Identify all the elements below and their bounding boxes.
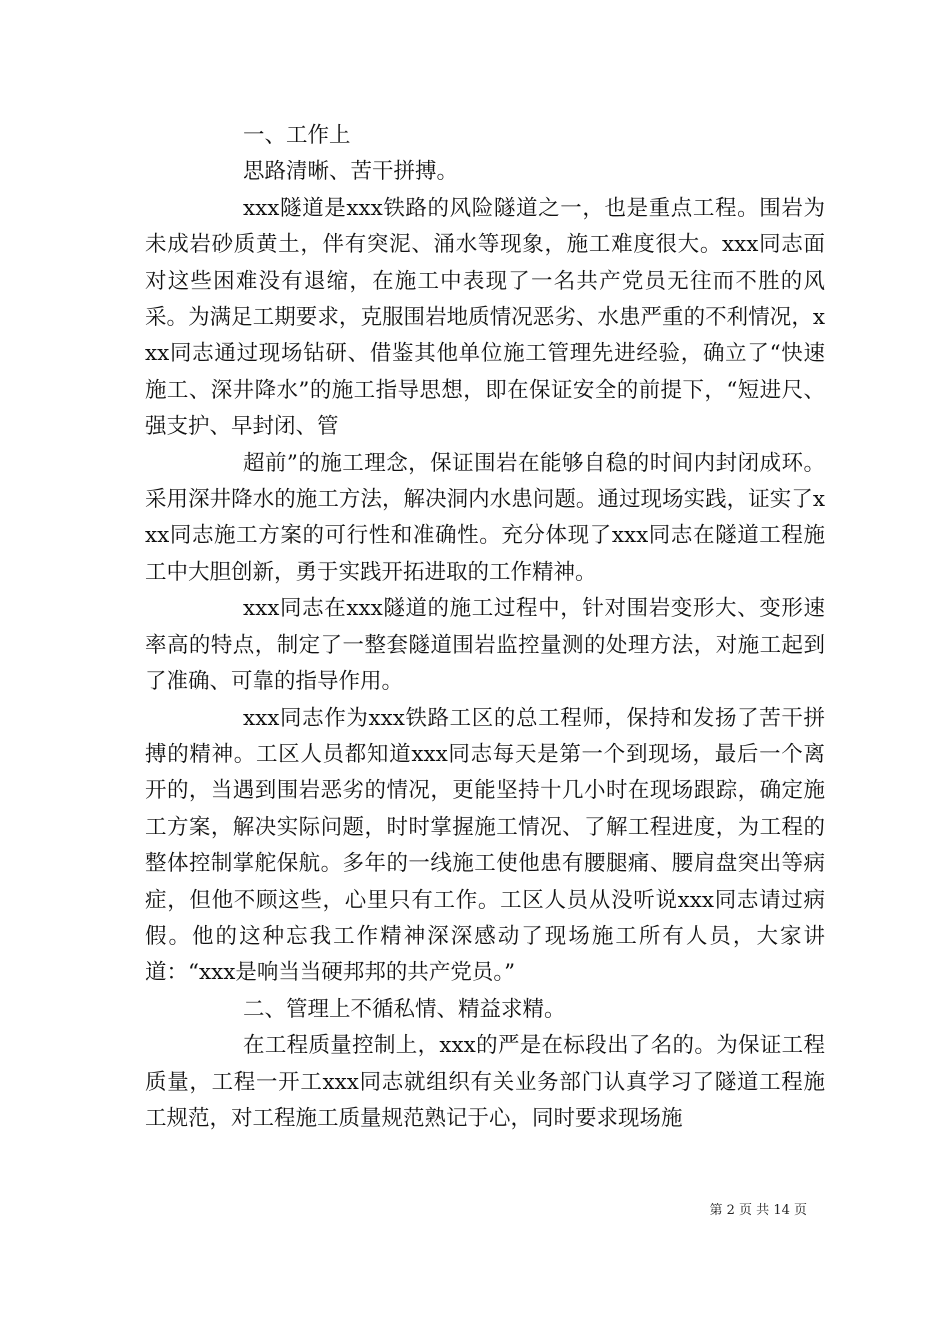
paragraph-monitoring-method: xxx同志在xxx隧道的施工过程中，针对围岩变形大、变形速率高的特点，制定了一整套隧道围岩监控量测的处理方法，对施工起到了准确、可靠的指导作用。 xyxy=(145,596,825,695)
paragraph-construction-concept: 超前”的施工理念，保证围岩在能够自稳的时间内封闭成环。采用深井降水的施工方法，解决洞内水患问题。通过现场实践，证实了xxx同志施工方案的可行性和准确性。充分体现了xxx同志在隧道工程施工中大胆创新，勇于实践开拓进取的工作精神。 xyxy=(145,450,825,585)
document-body xyxy=(145,118,825,1137)
section-heading-management: 二、管理上不循私情、精益求精。 xyxy=(243,996,566,1022)
page-number: 第 2 页 共 14 页 xyxy=(709,1203,807,1218)
section-heading-work: 一、工作上 xyxy=(243,123,351,148)
paragraph-quality-control: 在工程质量控制上，xxx的严是在标段出了名的。为保证工程质量，工程一开工xxx同志就组织有关业务部门认真学习了隧道工程施工规范，对工程施工质量规范熟记于心，同时要求现场施 xyxy=(145,1033,825,1131)
paragraph-chief-engineer: xxx同志作为xxx铁路工区的总工程师，保持和发扬了苦干拼搏的精神。工区人员都知道xxx同志每天是第一个到现场，最后一个离开的，当遇到围岩恶劣的情况，更能坚持十几小时在现场跟踪，确定施工方案，解决实际问题，时时掌握施工情况、了解工程进度，为工程的整体控制掌舵保航。多年的一线施工使他患有腰腿痛、腰肩盘突出等病症，但他不顾这些，心里只有工作。工区人员从没听说xxx同志请过病假。他的这种忘我工作精神深深感动了现场施工所有人员，大家讲道：“xxx是响当当硬邦邦的共产党员。” xyxy=(145,705,825,986)
paragraph-tunnel-overview: xxx隧道是xxx铁路的风险隧道之一，也是重点工程。围岩为未成岩砂质黄土，伴有突泥、涌水等现象，施工难度很大。xxx同志面对这些困难没有退缩，在施工中表现了一名共产党员无往而不胜的风采。为满足工期要求，克服围岩地质情况恶劣、水患严重的不利情况，xxx同志通过现场钻研、借鉴其他单位施工管理先进经验，确立了“快速施工、深井降水”的施工指导思想，即在保证安全的前提下，“短进尺、强支护、早封闭、管 xyxy=(145,195,825,440)
subheading-work-attitude: 思路清晰、苦干拼搏。 xyxy=(243,159,459,185)
